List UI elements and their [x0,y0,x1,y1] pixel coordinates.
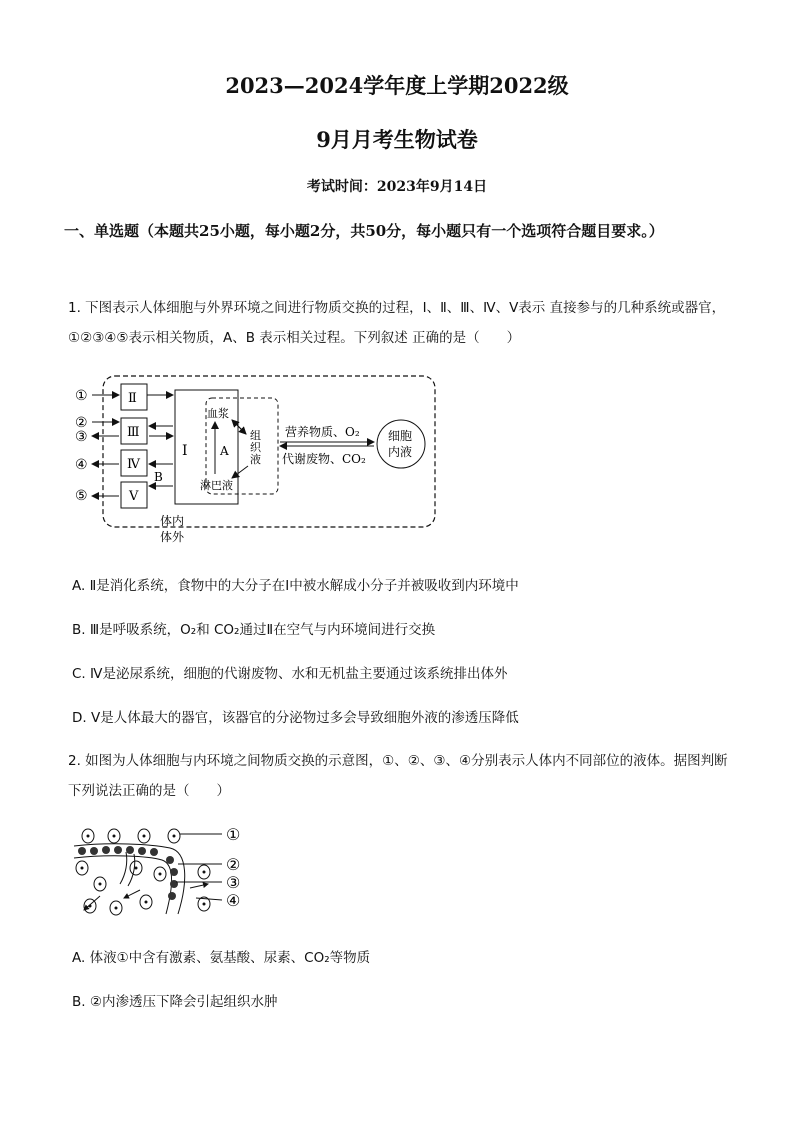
circle-label-5: ⑤ [75,488,88,504]
outside-label: 体外 [160,530,185,544]
q2-label-2: ② [226,855,241,874]
circle-label-2: ② [75,415,88,431]
organ-2: Ⅱ [128,391,137,406]
organ-4: Ⅳ [127,457,140,472]
q1-option-a: A. Ⅱ是消化系统，食物中的大分子在Ⅰ中被水解成小分子并被吸收到内环境中 [72,578,519,594]
nutrients-label: 营养物质、O₂ [285,425,360,439]
inside-label: 体内 [160,514,185,528]
q2-label-1: ① [226,825,241,844]
cell-fluid-2: 内液 [388,445,413,459]
q2-option-b: B. ②内渗透压下降会引起组织水肿 [72,994,278,1010]
organ-3: Ⅲ [127,425,140,440]
exam-time: 考试时间：2023年9月14日 [306,179,488,195]
q2-label-4: ④ [226,891,241,910]
organ-5: Ⅴ [129,489,139,504]
lymph-label: 淋巴液 [200,479,233,492]
q1-option-d: D. Ⅴ是人体最大的器官，该器官的分泌物过多会导致细胞外液的渗透压降低 [72,710,519,726]
tissue-fluid-3: 液 [250,453,261,466]
title-line-1: 2023—2024学年度上学期2022级 [225,73,569,98]
circle-label-3: ③ [75,429,88,445]
wastes-label: 代谢废物、CO₂ [282,452,366,466]
circle-label-4: ④ [75,457,88,473]
q1-option-c: C. Ⅳ是泌尿系统，细胞的代谢废物、水和无机盐主要通过该系统排出体外 [72,666,508,682]
label-A: A [220,444,229,458]
q1-option-b: B. Ⅲ是呼吸系统，O₂和 CO₂通过Ⅱ在空气与内环境间进行交换 [72,622,436,638]
plasma-label: 血浆 [207,407,229,420]
question-1-stem: 1. 下图表示人体细胞与外界环境之间进行物质交换的过程，Ⅰ、Ⅱ、Ⅲ、Ⅳ、Ⅴ表示 直接参与的几种系统或器官，①②③④⑤表示相关物质，A、B 表示相关过程。下列叙述 正确的是（ ） [68,300,726,346]
section-heading: 一、单选题（本题共25小题，每小题2分，共50分，每小题只有一个选项符合题目要求。） [64,222,664,240]
label-B: B [154,470,163,484]
q2-label-3: ③ [226,873,241,892]
q1-diagram [70,370,450,545]
tissue-fluid-2: 织 [250,441,261,454]
tissue-fluid-1: 组 [250,429,261,442]
system-1: Ⅰ [182,443,188,459]
title-line-2: 9月月考生物试卷 [316,127,478,152]
cell-fluid-1: 细胞 [388,429,413,443]
question-2-stem: 2. 如图为人体细胞与内环境之间物质交换的示意图，①、②、③、④分别表示人体内不同部位的液体。据图判断下列说法正确的是（ ） [68,753,728,799]
q2-diagram [70,822,260,922]
q2-option-a: A. 体液①中含有激素、氨基酸、尿素、CO₂等物质 [72,950,371,966]
circle-label-1: ① [75,388,88,404]
